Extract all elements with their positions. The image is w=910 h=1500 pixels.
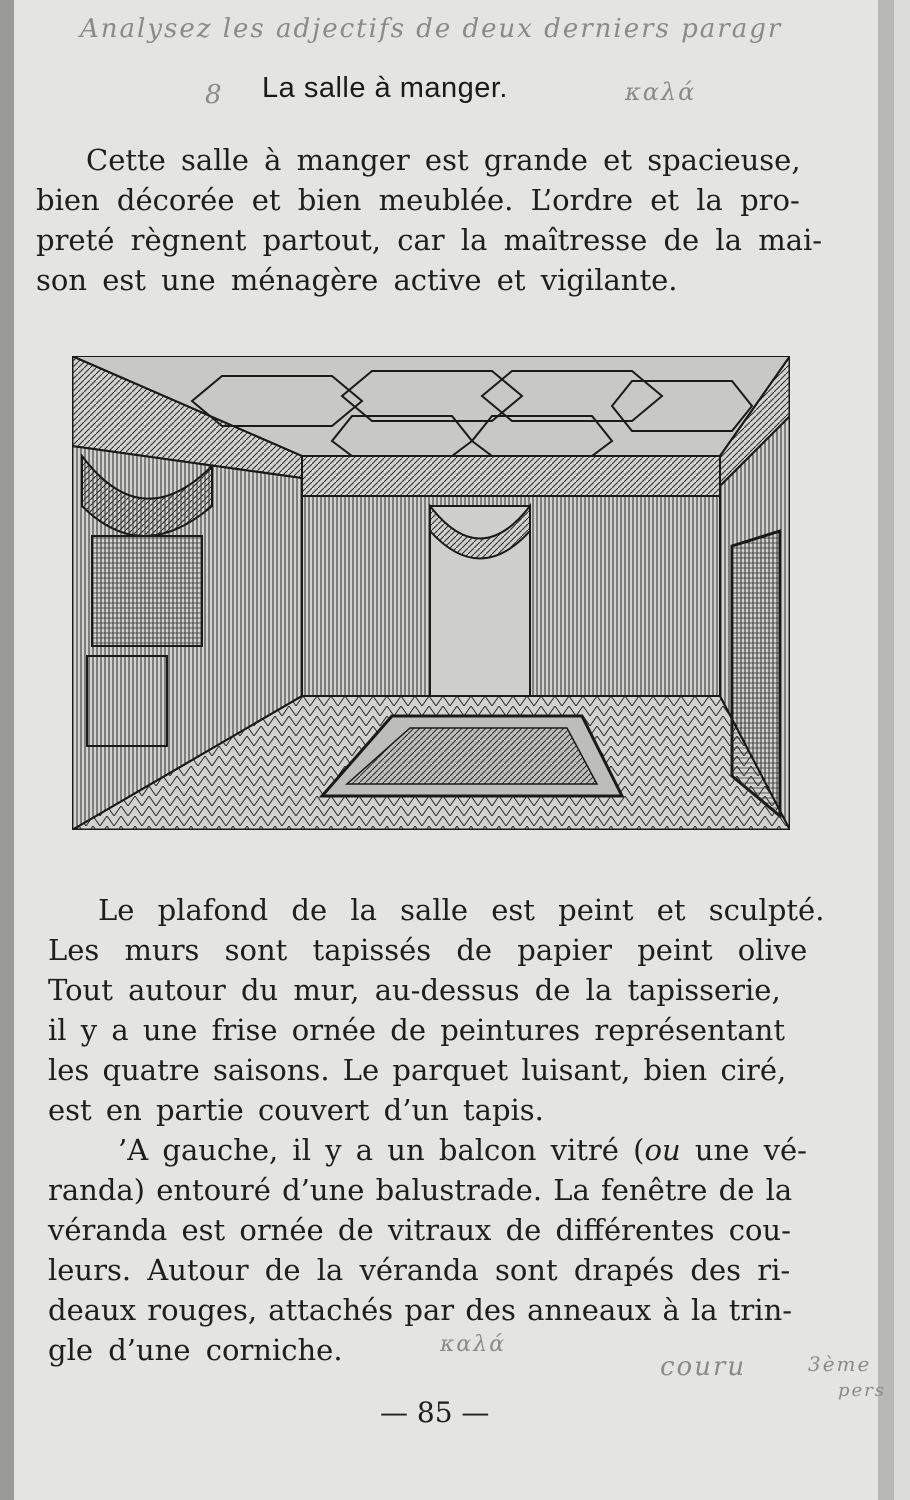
handwritten-note-pers: pers — [838, 1380, 887, 1401]
paragraph-intro — [36, 140, 823, 300]
paragraph-veranda — [48, 1130, 808, 1370]
italic-word: ou — [644, 1133, 681, 1167]
book-spine-shadow — [0, 0, 14, 1500]
paragraph-ceiling — [48, 890, 825, 1130]
text-line: deaux rouges, attachés par des anneaux à la trin- — [48, 1293, 793, 1327]
text-line: preté règnent partout, car la maîtresse de la mai- — [36, 223, 823, 257]
balustrade — [87, 656, 167, 746]
text-line: Cette salle à manger est grande et spacieuse, — [86, 143, 801, 177]
handwritten-number: 8 — [205, 80, 224, 110]
text-line: Le plafond de la salle est peint et sculpté. — [98, 893, 825, 927]
text-line: randa) entouré d’une balustrade. La fenêtre de la — [48, 1173, 793, 1207]
text-line: Les murs sont tapissés de papier peint olive — [48, 933, 808, 967]
text-line: est en partie couvert d’un tapis. — [48, 1093, 544, 1127]
dining-room-engraving — [72, 356, 790, 830]
handwritten-note-couru: couru — [660, 1352, 747, 1382]
text-line: son est une ménagère active et vigilante. — [36, 263, 678, 297]
text-line: gle d’une corniche. — [48, 1333, 343, 1367]
text-segment: ’A gauche, il y a un balcon vitré ( — [118, 1133, 645, 1167]
page-edge — [878, 0, 894, 1500]
handwritten-note-3eme: 3ème — [808, 1352, 872, 1376]
back-frieze — [302, 456, 720, 496]
text-line: les quatre saisons. Le parquet luisant, bien ciré, — [48, 1053, 787, 1087]
text-line: véranda est ornée de vitraux de différentes cou- — [48, 1213, 791, 1247]
veranda-window — [92, 536, 202, 646]
text-line: bien décorée et bien meublée. L’ordre et la pro- — [36, 183, 800, 217]
page-number: — 85 — — [380, 1396, 490, 1429]
text-line: il y a une frise ornée de peintures représentant — [48, 1013, 785, 1047]
handwritten-instruction: Analysez les adjectifs de deux derniers paragr — [80, 14, 783, 44]
text-line — [48, 1130, 808, 1170]
text-line: Tout autour du mur, au-dessus de la tapisserie, — [48, 973, 781, 1007]
text-line: leurs. Autour de la véranda sont drapés des ri- — [48, 1253, 791, 1287]
handwritten-word-bottom: καλά — [440, 1332, 507, 1357]
handwritten-word-top: καλά — [625, 78, 697, 106]
text-segment: une vé- — [680, 1133, 807, 1167]
chapter-title: La salle à manger. — [262, 72, 508, 104]
